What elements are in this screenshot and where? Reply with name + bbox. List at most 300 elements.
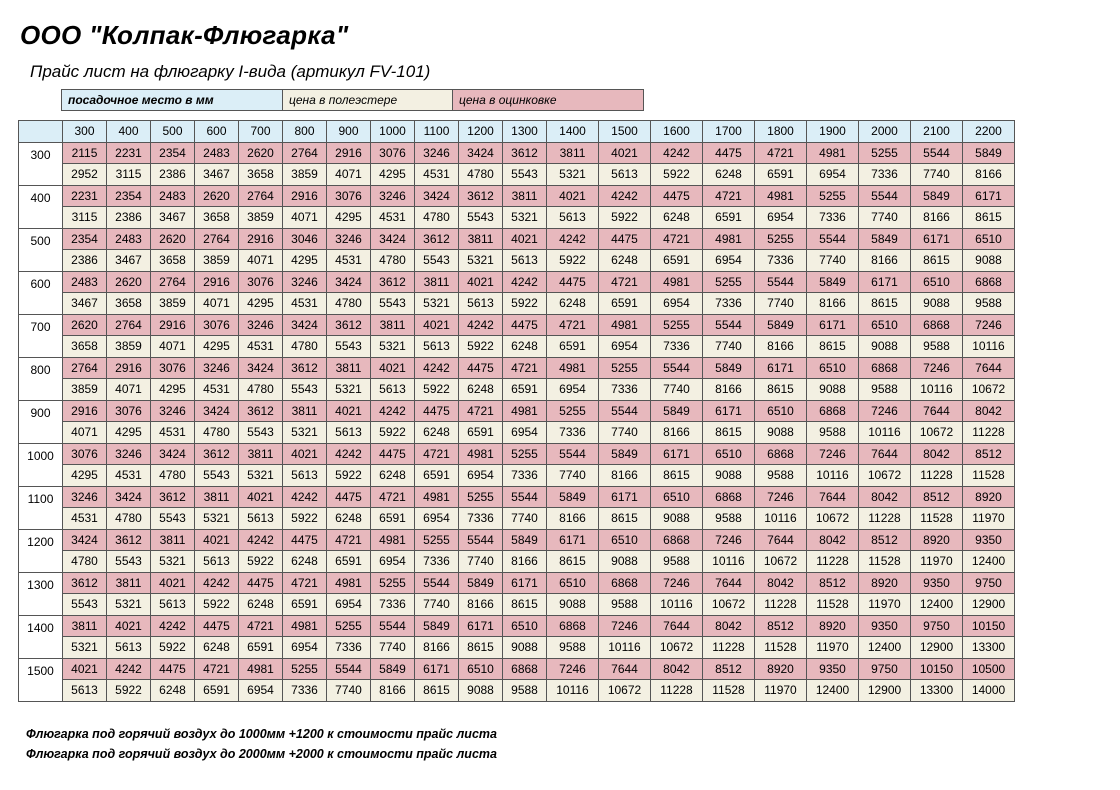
price-cell-polyester: 6248 xyxy=(459,379,503,401)
price-cell-zinc: 5255 xyxy=(859,142,911,164)
price-cell-polyester: 12900 xyxy=(963,594,1015,616)
price-cell-polyester: 7336 xyxy=(415,551,459,573)
price-cell-polyester: 11228 xyxy=(651,680,703,702)
price-cell-polyester: 7336 xyxy=(327,637,371,659)
price-cell-polyester: 9588 xyxy=(755,465,807,487)
row-header: 800 xyxy=(19,357,63,400)
price-cell-zinc: 6510 xyxy=(503,615,547,637)
price-cell-zinc: 4981 xyxy=(283,615,327,637)
price-cell-polyester: 10672 xyxy=(703,594,755,616)
price-cell-zinc: 8042 xyxy=(807,529,859,551)
price-cell-zinc: 8042 xyxy=(911,443,963,465)
price-cell-zinc: 5849 xyxy=(503,529,547,551)
table-row-polyester xyxy=(19,207,1015,229)
price-cell-zinc: 3424 xyxy=(63,529,107,551)
price-cell-zinc: 4981 xyxy=(599,314,651,336)
price-cell-zinc: 5849 xyxy=(859,228,911,250)
price-cell-polyester: 8615 xyxy=(503,594,547,616)
price-cell-polyester: 9088 xyxy=(599,551,651,573)
table-row-zinc xyxy=(19,486,1015,508)
price-cell-polyester: 5922 xyxy=(239,551,283,573)
price-cell-zinc: 4721 xyxy=(755,142,807,164)
price-cell-zinc: 5255 xyxy=(415,529,459,551)
price-cell-zinc: 3246 xyxy=(283,271,327,293)
price-cell-polyester: 6248 xyxy=(151,680,195,702)
column-header: 1000 xyxy=(371,121,415,143)
table-row-polyester xyxy=(19,680,1015,702)
row-header: 900 xyxy=(19,400,63,443)
price-cell-polyester: 6248 xyxy=(371,465,415,487)
price-cell-polyester: 3115 xyxy=(107,164,151,186)
price-cell-zinc: 6171 xyxy=(807,314,859,336)
price-cell-zinc: 6868 xyxy=(963,271,1015,293)
price-cell-zinc: 6171 xyxy=(599,486,651,508)
price-cell-polyester: 5922 xyxy=(327,465,371,487)
price-cell-polyester: 12400 xyxy=(963,551,1015,573)
price-cell-polyester: 9088 xyxy=(459,680,503,702)
price-cell-zinc: 4021 xyxy=(503,228,547,250)
price-cell-zinc: 5849 xyxy=(755,314,807,336)
table-row-zinc xyxy=(19,615,1015,637)
price-cell-polyester: 10672 xyxy=(755,551,807,573)
price-cell-polyester: 4531 xyxy=(327,250,371,272)
price-cell-polyester: 6248 xyxy=(195,637,239,659)
price-cell-zinc: 2620 xyxy=(195,185,239,207)
price-cell-polyester: 10672 xyxy=(651,637,703,659)
table-row-zinc xyxy=(19,228,1015,250)
price-cell-polyester: 7740 xyxy=(503,508,547,530)
price-cell-zinc: 4981 xyxy=(415,486,459,508)
price-cell-zinc: 4475 xyxy=(459,357,503,379)
price-cell-polyester: 6954 xyxy=(371,551,415,573)
price-cell-zinc: 6510 xyxy=(859,314,911,336)
price-cell-polyester: 9088 xyxy=(859,336,911,358)
price-table xyxy=(18,120,1015,702)
price-cell-zinc: 6868 xyxy=(911,314,963,336)
price-cell-polyester: 5543 xyxy=(63,594,107,616)
price-cell-polyester: 5321 xyxy=(371,336,415,358)
price-cell-zinc: 6171 xyxy=(963,185,1015,207)
price-cell-polyester: 14000 xyxy=(963,680,1015,702)
price-cell-zinc: 4981 xyxy=(459,443,503,465)
price-cell-zinc: 5849 xyxy=(911,185,963,207)
price-cell-polyester: 4780 xyxy=(327,293,371,315)
column-header: 600 xyxy=(195,121,239,143)
price-cell-polyester: 5321 xyxy=(107,594,151,616)
price-cell-polyester: 6954 xyxy=(327,594,371,616)
price-cell-zinc: 9750 xyxy=(911,615,963,637)
price-cell-zinc: 5849 xyxy=(651,400,703,422)
price-cell-zinc: 4475 xyxy=(371,443,415,465)
price-list-title: Прайс лист на флюгарку I-вида (артикул FV-101) xyxy=(30,62,431,81)
price-cell-polyester: 9088 xyxy=(547,594,599,616)
price-cell-zinc: 5544 xyxy=(599,400,651,422)
price-cell-polyester: 6591 xyxy=(547,336,599,358)
price-cell-zinc: 3811 xyxy=(415,271,459,293)
price-cell-zinc: 2916 xyxy=(195,271,239,293)
price-cell-polyester: 7740 xyxy=(415,594,459,616)
price-cell-zinc: 5849 xyxy=(547,486,599,508)
price-cell-polyester: 8166 xyxy=(459,594,503,616)
price-cell-polyester: 4780 xyxy=(415,207,459,229)
price-cell-polyester: 6954 xyxy=(239,680,283,702)
price-cell-polyester: 6591 xyxy=(371,508,415,530)
price-cell-polyester: 5613 xyxy=(107,637,151,659)
price-cell-zinc: 7246 xyxy=(651,572,703,594)
price-cell-polyester: 4780 xyxy=(63,551,107,573)
price-cell-zinc: 3612 xyxy=(239,400,283,422)
price-cell-zinc: 9350 xyxy=(807,658,859,680)
price-cell-zinc: 3424 xyxy=(151,443,195,465)
price-cell-zinc: 2916 xyxy=(327,142,371,164)
color-legend xyxy=(61,89,644,111)
price-cell-zinc: 8920 xyxy=(859,572,911,594)
table-row-zinc xyxy=(19,357,1015,379)
price-cell-polyester: 3859 xyxy=(151,293,195,315)
price-cell-polyester: 5613 xyxy=(503,250,547,272)
price-cell-zinc: 7246 xyxy=(599,615,651,637)
price-cell-zinc: 3076 xyxy=(151,357,195,379)
price-cell-zinc: 5849 xyxy=(807,271,859,293)
price-cell-polyester: 8615 xyxy=(459,637,503,659)
price-cell-polyester: 5922 xyxy=(371,422,415,444)
price-cell-polyester: 9088 xyxy=(807,379,859,401)
price-cell-polyester: 3115 xyxy=(63,207,107,229)
price-cell-zinc: 4242 xyxy=(239,529,283,551)
price-cell-polyester: 6954 xyxy=(651,293,703,315)
price-cell-zinc: 4021 xyxy=(415,314,459,336)
price-cell-zinc: 7644 xyxy=(651,615,703,637)
price-cell-zinc: 8512 xyxy=(807,572,859,594)
price-cell-polyester: 6248 xyxy=(651,207,703,229)
price-cell-zinc: 3046 xyxy=(283,228,327,250)
price-cell-polyester: 7336 xyxy=(859,164,911,186)
price-cell-zinc: 4981 xyxy=(807,142,859,164)
price-cell-polyester: 10672 xyxy=(963,379,1015,401)
price-cell-zinc: 3811 xyxy=(195,486,239,508)
price-cell-zinc: 4721 xyxy=(327,529,371,551)
legend-zinc: цена в оцинковке xyxy=(453,90,644,111)
row-header: 1000 xyxy=(19,443,63,486)
table-row-polyester xyxy=(19,250,1015,272)
price-cell-polyester: 9588 xyxy=(599,594,651,616)
price-cell-polyester: 4780 xyxy=(283,336,327,358)
price-cell-polyester: 4295 xyxy=(283,250,327,272)
price-cell-zinc: 4981 xyxy=(327,572,371,594)
row-header: 1400 xyxy=(19,615,63,658)
price-cell-polyester: 7740 xyxy=(703,336,755,358)
price-cell-polyester: 9588 xyxy=(503,680,547,702)
price-cell-polyester: 9588 xyxy=(703,508,755,530)
price-cell-zinc: 5544 xyxy=(703,314,755,336)
price-cell-polyester: 5321 xyxy=(547,164,599,186)
column-header: 1600 xyxy=(651,121,703,143)
price-cell-zinc: 3076 xyxy=(327,185,371,207)
price-cell-polyester: 11228 xyxy=(807,551,859,573)
price-cell-zinc: 9750 xyxy=(859,658,911,680)
price-cell-polyester: 8615 xyxy=(963,207,1015,229)
price-cell-zinc: 7644 xyxy=(911,400,963,422)
price-cell-polyester: 11228 xyxy=(703,637,755,659)
price-cell-zinc: 2483 xyxy=(63,271,107,293)
price-cell-polyester: 4531 xyxy=(283,293,327,315)
price-cell-zinc: 7644 xyxy=(703,572,755,594)
price-cell-zinc: 3811 xyxy=(327,357,371,379)
price-cell-polyester: 7336 xyxy=(599,379,651,401)
price-cell-zinc: 6171 xyxy=(911,228,963,250)
price-cell-zinc: 3811 xyxy=(459,228,503,250)
price-cell-polyester: 6248 xyxy=(703,164,755,186)
column-header: 1100 xyxy=(415,121,459,143)
price-cell-polyester: 4531 xyxy=(371,207,415,229)
price-cell-zinc: 4242 xyxy=(459,314,503,336)
price-cell-polyester: 6591 xyxy=(327,551,371,573)
price-cell-polyester: 6591 xyxy=(459,422,503,444)
price-cell-zinc: 5849 xyxy=(459,572,503,594)
price-cell-zinc: 7246 xyxy=(963,314,1015,336)
price-cell-zinc: 6171 xyxy=(547,529,599,551)
price-cell-zinc: 3612 xyxy=(415,228,459,250)
price-cell-polyester: 8166 xyxy=(963,164,1015,186)
price-cell-zinc: 4021 xyxy=(283,443,327,465)
price-cell-polyester: 8615 xyxy=(755,379,807,401)
price-cell-zinc: 4021 xyxy=(327,400,371,422)
price-cell-zinc: 2916 xyxy=(283,185,327,207)
price-cell-polyester: 5613 xyxy=(195,551,239,573)
price-cell-zinc: 3612 xyxy=(459,185,503,207)
price-cell-polyester: 9088 xyxy=(503,637,547,659)
price-cell-polyester: 6248 xyxy=(327,508,371,530)
price-cell-polyester: 11528 xyxy=(859,551,911,573)
price-cell-zinc: 2916 xyxy=(239,228,283,250)
price-cell-zinc: 3246 xyxy=(107,443,151,465)
price-cell-zinc: 4242 xyxy=(599,185,651,207)
price-cell-zinc: 3612 xyxy=(371,271,415,293)
price-cell-zinc: 5255 xyxy=(755,228,807,250)
price-cell-polyester: 6954 xyxy=(755,207,807,229)
price-cell-zinc: 4721 xyxy=(283,572,327,594)
price-cell-polyester: 8615 xyxy=(651,465,703,487)
price-cell-polyester: 7740 xyxy=(651,379,703,401)
price-cell-zinc: 5849 xyxy=(415,615,459,637)
price-cell-polyester: 5321 xyxy=(195,508,239,530)
price-cell-zinc: 6510 xyxy=(963,228,1015,250)
price-cell-polyester: 8615 xyxy=(911,250,963,272)
price-cell-zinc: 4021 xyxy=(599,142,651,164)
price-cell-zinc: 8920 xyxy=(911,529,963,551)
price-cell-polyester: 6248 xyxy=(415,422,459,444)
price-cell-polyester: 11528 xyxy=(807,594,859,616)
column-header: 1500 xyxy=(599,121,651,143)
price-cell-polyester: 8166 xyxy=(755,336,807,358)
price-cell-polyester: 2386 xyxy=(63,250,107,272)
price-cell-polyester: 3658 xyxy=(151,250,195,272)
table-row-polyester xyxy=(19,164,1015,186)
price-cell-polyester: 5922 xyxy=(283,508,327,530)
price-cell-zinc: 4021 xyxy=(239,486,283,508)
price-cell-polyester: 7740 xyxy=(371,637,415,659)
price-cell-zinc: 6171 xyxy=(503,572,547,594)
price-cell-polyester: 3859 xyxy=(195,250,239,272)
price-cell-polyester: 11970 xyxy=(755,680,807,702)
price-cell-polyester: 10116 xyxy=(599,637,651,659)
price-cell-polyester: 8615 xyxy=(547,551,599,573)
price-cell-zinc: 7246 xyxy=(547,658,599,680)
price-cell-polyester: 5922 xyxy=(459,336,503,358)
price-cell-polyester: 7740 xyxy=(807,250,859,272)
price-cell-zinc: 5255 xyxy=(283,658,327,680)
price-cell-polyester: 8615 xyxy=(415,680,459,702)
price-cell-zinc: 4721 xyxy=(503,357,547,379)
row-header: 1100 xyxy=(19,486,63,529)
price-cell-zinc: 4981 xyxy=(651,271,703,293)
price-cell-polyester: 10672 xyxy=(807,508,859,530)
price-cell-zinc: 7246 xyxy=(755,486,807,508)
price-cell-zinc: 4475 xyxy=(599,228,651,250)
price-cell-zinc: 6868 xyxy=(651,529,703,551)
price-cell-polyester: 7336 xyxy=(651,336,703,358)
table-row-zinc xyxy=(19,443,1015,465)
price-cell-zinc: 5255 xyxy=(503,443,547,465)
price-cell-polyester: 7740 xyxy=(755,293,807,315)
price-cell-zinc: 4721 xyxy=(415,443,459,465)
column-header: 1200 xyxy=(459,121,503,143)
price-cell-zinc: 5255 xyxy=(651,314,703,336)
column-header: 800 xyxy=(283,121,327,143)
table-corner xyxy=(19,121,63,143)
price-cell-polyester: 11970 xyxy=(859,594,911,616)
price-cell-polyester: 8166 xyxy=(911,207,963,229)
price-cell-zinc: 2483 xyxy=(151,185,195,207)
price-cell-zinc: 4981 xyxy=(755,185,807,207)
price-cell-polyester: 5321 xyxy=(327,379,371,401)
price-cell-zinc: 3811 xyxy=(239,443,283,465)
price-cell-zinc: 5544 xyxy=(547,443,599,465)
price-cell-zinc: 6171 xyxy=(859,271,911,293)
price-cell-zinc: 5255 xyxy=(807,185,859,207)
price-cell-zinc: 5544 xyxy=(371,615,415,637)
price-cell-polyester: 8166 xyxy=(415,637,459,659)
price-cell-polyester: 7336 xyxy=(283,680,327,702)
price-cell-zinc: 7246 xyxy=(703,529,755,551)
table-row-zinc xyxy=(19,529,1015,551)
price-cell-polyester: 5922 xyxy=(503,293,547,315)
price-cell-zinc: 3612 xyxy=(195,443,239,465)
price-cell-polyester: 6591 xyxy=(703,207,755,229)
price-cell-polyester: 8166 xyxy=(859,250,911,272)
price-cell-polyester: 6248 xyxy=(283,551,327,573)
price-cell-polyester: 7336 xyxy=(755,250,807,272)
price-cell-zinc: 5255 xyxy=(327,615,371,637)
legend-polyester: цена в полеэстере xyxy=(283,90,453,111)
price-cell-polyester: 5613 xyxy=(599,164,651,186)
price-cell-polyester: 5321 xyxy=(503,207,547,229)
price-cell-polyester: 4780 xyxy=(239,379,283,401)
price-cell-polyester: 4531 xyxy=(239,336,283,358)
price-cell-polyester: 5321 xyxy=(63,637,107,659)
price-cell-zinc: 5544 xyxy=(807,228,859,250)
price-cell-polyester: 6954 xyxy=(503,422,547,444)
price-cell-zinc: 3811 xyxy=(547,142,599,164)
price-cell-zinc: 6868 xyxy=(599,572,651,594)
price-cell-zinc: 6171 xyxy=(459,615,503,637)
company-name: ООО "Колпак-Флюгарка" xyxy=(20,20,349,50)
price-cell-polyester: 11970 xyxy=(963,508,1015,530)
price-cell-polyester: 7740 xyxy=(547,465,599,487)
price-cell-polyester: 3658 xyxy=(239,164,283,186)
price-cell-polyester: 5613 xyxy=(547,207,599,229)
table-row-zinc xyxy=(19,658,1015,680)
price-cell-zinc: 3424 xyxy=(415,185,459,207)
price-cell-polyester: 11970 xyxy=(807,637,859,659)
price-cell-zinc: 4242 xyxy=(327,443,371,465)
price-cell-zinc: 7644 xyxy=(807,486,859,508)
table-row-polyester xyxy=(19,379,1015,401)
price-cell-zinc: 5255 xyxy=(459,486,503,508)
price-cell-zinc: 4721 xyxy=(371,486,415,508)
price-cell-zinc: 6868 xyxy=(503,658,547,680)
price-cell-zinc: 3811 xyxy=(283,400,327,422)
price-cell-zinc: 3076 xyxy=(239,271,283,293)
price-cell-zinc: 3424 xyxy=(327,271,371,293)
price-cell-zinc: 3612 xyxy=(327,314,371,336)
column-header: 900 xyxy=(327,121,371,143)
price-cell-polyester: 11228 xyxy=(755,594,807,616)
price-cell-zinc: 2764 xyxy=(151,271,195,293)
price-cell-polyester: 10672 xyxy=(599,680,651,702)
price-cell-polyester: 9588 xyxy=(547,637,599,659)
price-cell-polyester: 9588 xyxy=(807,422,859,444)
price-cell-polyester: 5543 xyxy=(239,422,283,444)
price-cell-zinc: 8512 xyxy=(859,529,911,551)
price-cell-zinc: 6171 xyxy=(703,400,755,422)
price-cell-zinc: 3424 xyxy=(371,228,415,250)
price-cell-zinc: 3424 xyxy=(459,142,503,164)
price-cell-polyester: 5543 xyxy=(283,379,327,401)
price-cell-zinc: 6510 xyxy=(599,529,651,551)
price-cell-zinc: 2916 xyxy=(151,314,195,336)
price-cell-zinc: 5544 xyxy=(755,271,807,293)
price-cell-zinc: 5544 xyxy=(859,185,911,207)
price-cell-polyester: 2386 xyxy=(107,207,151,229)
price-cell-zinc: 4981 xyxy=(503,400,547,422)
table-row-polyester xyxy=(19,637,1015,659)
price-cell-polyester: 12900 xyxy=(859,680,911,702)
price-cell-zinc: 4242 xyxy=(371,400,415,422)
price-cell-polyester: 8166 xyxy=(503,551,547,573)
price-cell-polyester: 7740 xyxy=(911,164,963,186)
price-cell-polyester: 11528 xyxy=(911,508,963,530)
price-cell-zinc: 2620 xyxy=(107,271,151,293)
price-cell-zinc: 8042 xyxy=(651,658,703,680)
price-cell-zinc: 3246 xyxy=(195,357,239,379)
table-row-polyester xyxy=(19,508,1015,530)
price-cell-polyester: 7336 xyxy=(807,207,859,229)
price-cell-zinc: 4021 xyxy=(371,357,415,379)
price-cell-polyester: 5543 xyxy=(503,164,547,186)
price-cell-polyester: 9088 xyxy=(651,508,703,530)
price-cell-polyester: 5321 xyxy=(415,293,459,315)
price-cell-zinc: 8042 xyxy=(755,572,807,594)
price-cell-polyester: 5613 xyxy=(239,508,283,530)
price-cell-zinc: 6868 xyxy=(755,443,807,465)
price-cell-polyester: 5321 xyxy=(239,465,283,487)
price-cell-zinc: 5255 xyxy=(547,400,599,422)
price-cell-polyester: 6954 xyxy=(703,250,755,272)
price-cell-polyester: 5543 xyxy=(459,207,503,229)
price-cell-polyester: 3859 xyxy=(107,336,151,358)
table-row-polyester xyxy=(19,336,1015,358)
